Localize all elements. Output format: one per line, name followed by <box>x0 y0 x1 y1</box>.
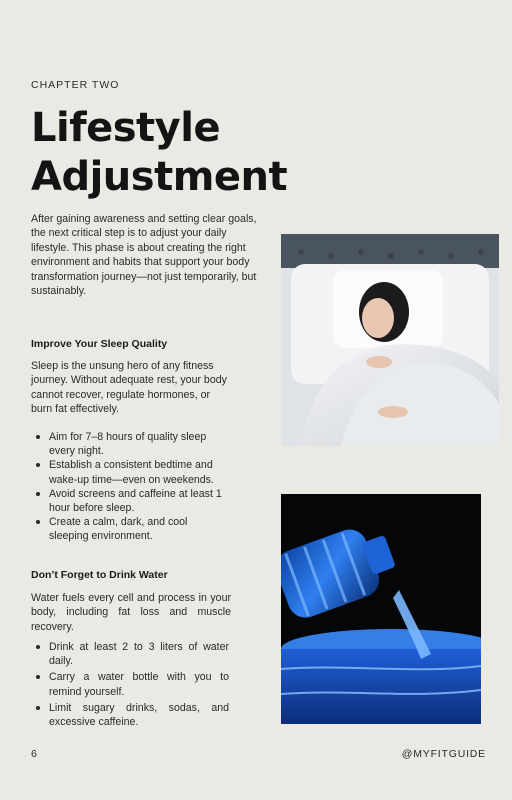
page-title <box>31 104 287 202</box>
list-item: Limit sugary drinks, sodas, and excessive caffeine. <box>31 701 229 729</box>
intro-paragraph: After gaining awareness and setting clear goals, the next critical step is to adjust your daily lifestyle. This phase is about creating the right environment and habits that support your body transformation journey—not just temporarily, but sustainably. <box>31 213 257 298</box>
title-line-1: Lifestyle <box>31 105 221 151</box>
chapter-label: CHAPTER TWO <box>31 79 120 91</box>
list-item: Establish a consistent bedtime and wake-up time—even on weekends. <box>31 458 229 486</box>
sleep-paragraph: Sleep is the unsung hero of any fitness journey. Without adequate rest, your body cannot recover, regulate hormones, or burn fat effectively. <box>31 360 227 416</box>
sleeping-woman-photo <box>281 234 499 446</box>
social-handle: @MYFITGUIDE <box>401 748 486 760</box>
list-item: Create a calm, dark, and cool sleeping environment. <box>31 515 229 543</box>
list-item: Aim for 7–8 hours of quality sleep every night. <box>31 430 229 458</box>
sleep-tips-list <box>31 430 229 544</box>
title-line-2: Adjustment <box>31 154 288 200</box>
list-item: Avoid screens and caffeine at least 1 hour before sleep. <box>31 487 229 515</box>
water-heading: Don’t Forget to Drink Water <box>31 569 168 581</box>
page-number: 6 <box>31 748 37 760</box>
water-pouring-photo <box>281 494 481 724</box>
water-paragraph: Water fuels every cell and process in your body, including fat loss and muscle recovery. <box>31 592 231 633</box>
list-item: Drink at least 2 to 3 liters of water daily. <box>31 640 229 668</box>
list-item: Carry a water bottle with you to remind yourself. <box>31 670 229 698</box>
sleep-heading: Improve Your Sleep Quality <box>31 338 168 350</box>
water-tips-list <box>31 640 229 731</box>
